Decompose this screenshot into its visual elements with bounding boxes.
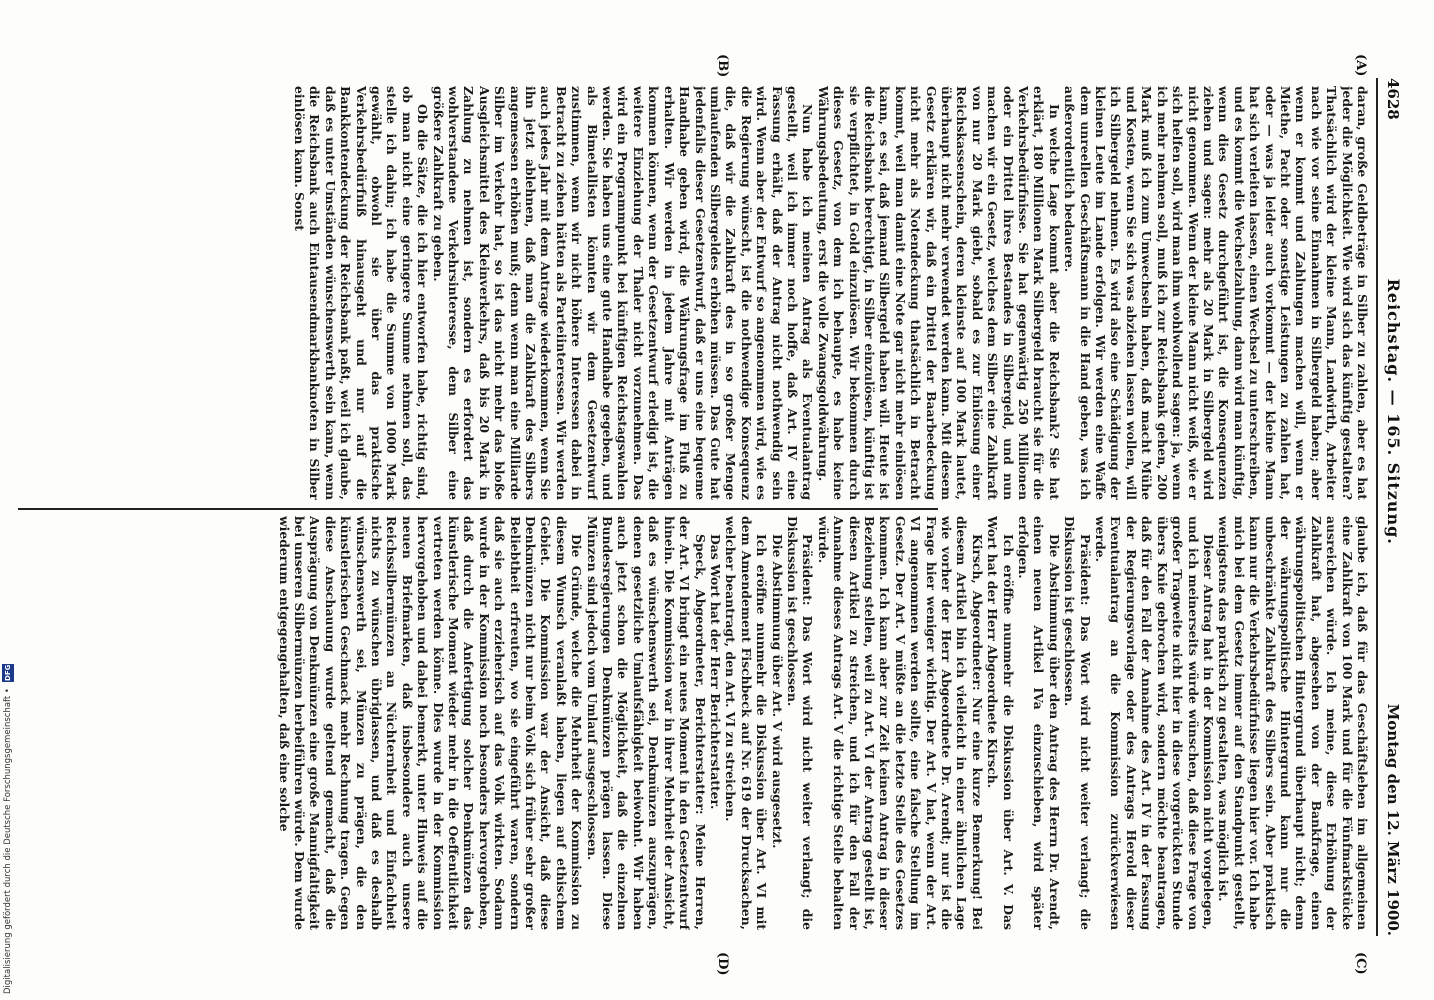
dfg-logo: DFG	[4, 665, 12, 682]
right-paragraph: Präsident: Das Wort wird nicht weiter verlangt; die Diskussion ist geschlossen.	[784, 516, 816, 930]
page-header	[1384, 78, 1412, 936]
credit-label: Digitalisierung gefördert durch die Deutsche Forschungsgemeinschaft •	[3, 688, 13, 994]
credit-text	[2, 664, 14, 994]
header-rule	[1376, 78, 1378, 936]
right-paragraph: Kirsch, Abgeordneter: Nur eine kurze Bemerkung! Bei diesem Artikel bin ich vielleicht in einer ähnlichen Lage wie vorher der Herr Abgeordnete Dr. Arendt; nur ist die Frage hier weniger wichtig. Der Art. V hat, wenn der Art. VI angenommen werden sollte, eine falsche Stellung im Gesetz. Der Art. V müßte an die letzte Stelle des Gesetzes kommen. Ich kann aber zur Zeit keinen Antrag in dieser Beziehung stellen, weil zu Art. VI der Antrag gestellt ist, diesen Artikel zu streichen, und ich für den Fall der Annahme dieses Antrags Art. V die richtige Stelle behalten würde.	[815, 516, 985, 930]
left-paragraph: Ob die Sätze, die ich hier entworfen habe, richtig sind, ob man nicht eine geringere Summe nehmen soll, das stelle ich dahin; ich habe die Summe von 1000 Mark gewählt, obwohl sie über das praktische Verkehrsbedürfniß hinausgeht und nur auf die Bankkontendeckung der Reichsbank paßt, weil ich glaube, daß es unter Umständen wünschenswerth sein kann, wenn die Reichsbank auch Eintausendmarkbanknoten in Silber einlösen kann. Sonst	[291, 86, 431, 500]
margin-mark-c: (C)	[1353, 952, 1368, 975]
right-paragraph: Die Abstimmung über den Antrag des Herrn Dr. Arendt, einen neuen Artikel IVa einzuschieben, wird später erfolgen.	[1016, 516, 1062, 930]
margin-mark-d: (D)	[715, 952, 730, 976]
left-paragraph: In welche Lage kommt aber die Reichsbank? Sie hat erklärt, 180 Millionen Mark Silbergeld braucht sie für die Verkehrsbedürfnisse. Sie hat gegenwärtig 250 Millionen oder ein Drittel ihres Bestandes in Silbergeld, und nun machen wir ein Gesetz, welches dem Silber eine Zahlkraft von nur 20 Mark giebt, sobald es zur Einlösung einer Reichskassenschein, deren kleinste auf 100 Mark lautet, überhaupt nicht mehr verwendet werden kann. Mit diesem Gesetz erklären wir, daß ein Drittel der Baarbedeckung nicht mehr als Notendeckung thatsächlich in Betracht kommt, weil man damit eine Note gar nicht mehr einlösen kann, es sei, daß jemand Silbergeld haben will. Heute ist die Reichsbank berechtigt, in Silber einzulösen, künftig ist sie verpflichtet, in Gold einzulösen. Wir bekommen durch dieses Gesetz, von dem ich behaupte, es habe keine Währungsbedeutung, erst die volle Zwangsgoldwährung.	[815, 86, 1062, 500]
margin-mark-a: (A)	[1353, 54, 1368, 77]
page-date: Montag den 12. März 1900.	[1384, 703, 1402, 936]
right-paragraph: Ich eröffne nunmehr die Diskussion über Art. V. Das Wort hat der Herr Abgeordnete Kirsch.	[985, 516, 1016, 930]
right-column	[20, 516, 1370, 930]
right-paragraph: Präsident: Das Wort wird nicht weiter verlangt; die Diskussion ist geschlossen.	[1062, 516, 1093, 930]
digitization-credit	[0, 0, 16, 1000]
left-paragraph: daran, große Geldbeträge in Silber zu zahlen, aber es hat jeder die Möglichkeit. Wie wird sich das künftig gestalten? Thatsächlich wird der kleine Mann, Landwirth, Arbeiter nach wie vor seine Einnahmen in Silbergeld haben; aber wenn er kommt und Zahlungen machen will, wenn er Miethe, Pacht oder sonstige Leistungen zu zahlen hat, oder — was ja leider auch vorkommt — der kleine Mann hat sich verleiten lassen, einen Wechsel zu unterschreiben, und es kommt die Wechselzahlung, dann wird man künftig, wenn dies Gesetz durchgeführt ist, die Konsequenzen ziehen und sagen: mehr als 20 Mark in Silbergeld wird nicht genommen. Wenn der kleine Mann nicht weiß, wie er sich helfen soll, wird man ihm wohlwollend sagen: ja, wenn ich mehr nehmen soll, muß ich zur Reichsbank gehen, 200 Mark muß ich zum Umwechseln haben, daß macht Mühe und Kosten, wenn Sie sich was abziehen lassen wollen, will ich Silbergeld nehmen. Es wird also eine Schädigung der kleinen Leute im Lande erfolgen. Wir werden eine Waffe dem unreellen Geschäftsmann in die Hand geben, was ich außerordentlich bedauere.	[1062, 86, 1370, 500]
right-paragraph: Ich eröffne nunmehr die Diskussion über Art. VI mit dem Amendement Fischbeck auf Nr. 619 der Drucksachen, welcher beantragt, den Art. VI zu streichen.	[723, 516, 770, 930]
page-title: Reichstag. — 165. Sitzung.	[1384, 278, 1403, 545]
right-paragraph: glaube ich, daß für das Geschäftsleben im allgemeinen eine Zahlkraft von 100 Mark und für die Fünfmarkstücke ausreichen würde. Ich meine, diese Erhöhung der Zahlkraft hat, abgesehen von der Bankfrage, einen währungspolitischen Hintergrund überhaupt nicht; denn der währungspolitische Hintergrund kann nur die unbeschränkte Zahlkraft des Silbers sein. Aber praktisch kann nur die Verkehrsbedürfnisse liegen hier vor. Ich habe mich bei dem Gesetz immer auf den Standpunkt gestellt, wenigstens das praktisch zu gestalten, was möglich ist.	[1216, 516, 1370, 930]
right-paragraph: Speck, Abgeordneter, Berichterstatter: Meine Herren, der Art. VI bringt ein neues Moment in den Gesetzentwurf hinein. Die Kommission war in ihrer Mehrheit der Ansicht, daß es wünschenswerth sei, Denkmünzen auszuprägen, denen gesetzliche Umlaufsfähigkeit beiwohnt. Wir haben auch jetzt schon die Möglichkeit, daß die einzelnen Bundesregierungen Denkmünzen prägen lassen. Diese Münzen sind jedoch vom Umlauf ausgeschlossen.	[584, 516, 708, 930]
column-divider	[18, 508, 938, 510]
right-paragraph: Dieser Antrag hat in der Kommission nicht vorgelegen, und ich meinerseits würde wünschen, daß diese Frage von großer Tragweite nicht hier in diese vorgerückten Stunde übers Knie gebrochen wird, sondern möchte beantragen, daß für den Fall der Annahme des Art. IV in der Fassung der Regierungsvorlage oder des Antrags Herold dieser Eventualantrag an die Kommission zurückverwiesen werde.	[1093, 516, 1216, 930]
right-paragraph: Die Gründe, welche die Mehrheit der Kommission zu diesem Wunsch veranlaßt haben, liegen auf ethischem Gebiet. Die Kommission war der Ansicht, daß diese Denkmünzen nicht nur beim Volk sich früher sehr großer Beliebtheit erfreuten, wo sie eingeführt waren, sondern daß sie auch erzieherisch auf das Volk wirkten. Sodann wurde in der Kommission noch besonders hervorgehoben, daß durch die Anfertigung solcher Denkmünzen das künstlerische Moment wieder mehr in die Oeffentlichkeit vertreten werden könne. Dies wurde in der Kommission hervorgehoben und dabei bemerkt, unter Hinweis auf die neuen Briefmarken, daß insbesondere auch unsere Reichssilbermünzen an Nüchternheit und Einfachheit nichts zu wünschen übriglassen, und daß es deshalb wünschenswerth sei, Münzen zu prägen, die den künstlerischen Geschmack mehr Rechnung tragen. Gegen diese Anschauung wurde geltend gemacht, daß die Ausprägung von Denkmünzen eine große Mannigfaltigkeit bei unseren Silbermünzen herbeiführen würde. Dem wurde wiederum entgegengehalten, daß eine solche	[276, 516, 585, 930]
right-paragraph: Das Wort hat der Herr Berichterstatter.	[707, 534, 723, 810]
left-column	[20, 86, 1370, 500]
right-paragraph: Die Abstimmung über Art. V wird ausgesetzt.	[769, 534, 785, 849]
left-paragraph: Nun habe ich meinen Antrag als Eventualantrag gestellt, weil ich immer noch hoffe, daß Art. IV eine Fassung erhält, daß der Antrag nicht nothwendig sein wird. Wenn aber der Entwurf so angenommen wird, wie es die Regierung wünscht, ist die nothwendige Konsequenz die, daß wir die Zahlkraft des in so großer Menge umlaufenden Silbergeldes erhöhen müssen. Das Gute hat jedenfalls dieser Gesetzentwurf, daß er uns eine bequeme Handhabe geben wird, die Währungsfrage im Fluß zu erhalten. Wir werden in jedem Jahre mit Anträgen kommen können, wenn der Gesetzentwurf erledigt ist, die weitere Einziehung der Thaler nicht vorzunehmen. Das wird ein Programmpunkt bei künftigen Reichstagswahlen werden. Sie haben uns eine gute Handhabe gegeben, und als Bimetallisten könnten wir dem Gesetzentwurf zustimmen, wenn wir nicht höhere Interessen dabei in Betracht zu ziehen hätten als Parteiinteressen. Wir werden auch jedes Jahr mit dem Antrage wiederkommen, wenn Sie ihn jetzt ablehnen, daß man die Zahlkraft des Silbers angemessen erhöhen muß; denn wenn man eine Milliarde Silber im Verkehr hat, so ist das nicht mehr das bloße Ausgleichsmittel des Kleinverkehrs, daß bis 20 Mark in Zahlung zu nehmen ist, sondern es erfordert das wohlverstandene Verkehrsinteresse, dem Silber eine größere Zahlkraft zu geben.	[430, 86, 816, 500]
margin-mark-b: (B)	[715, 54, 730, 78]
page-number: 4628	[1384, 78, 1402, 120]
